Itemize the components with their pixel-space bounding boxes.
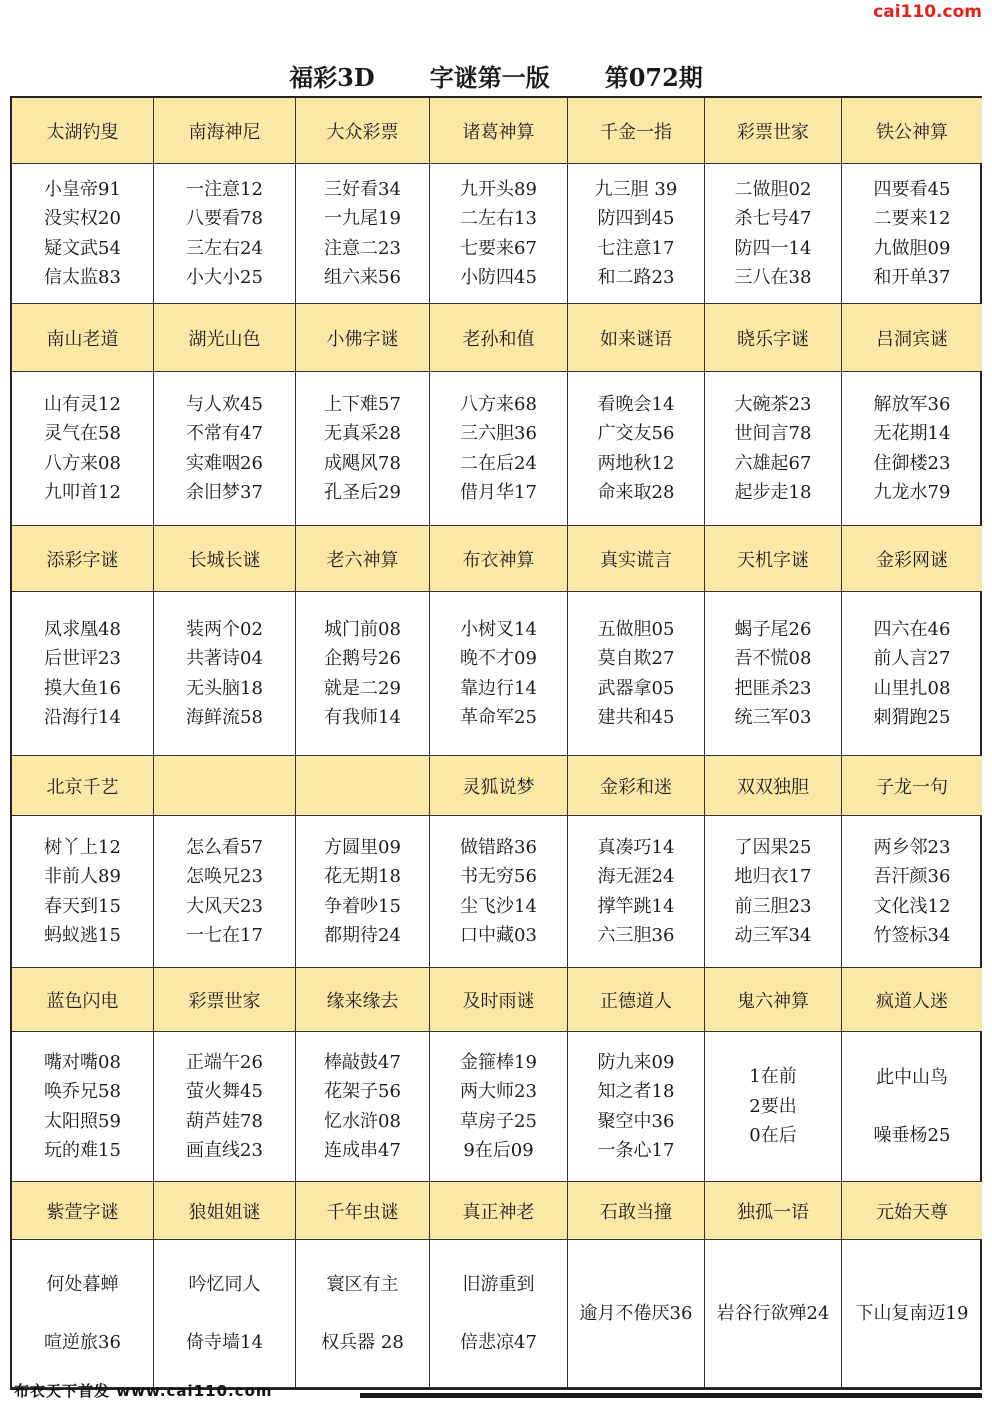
riddle-line: 权兵器 28	[321, 1331, 404, 1353]
riddle-line: 统三军03	[734, 707, 812, 728]
riddle-line: 花无期18	[324, 866, 401, 887]
riddle-line: 太阳照59	[44, 1110, 121, 1132]
riddle-line: 就是二29	[324, 677, 401, 699]
riddle-line: 九开头89	[460, 178, 537, 200]
riddle-cell	[296, 1240, 430, 1388]
column-header: 蓝色闪电	[12, 968, 154, 1032]
riddle-line: 吟忆同人	[188, 1274, 261, 1295]
riddle-line: 动三军34	[734, 925, 812, 946]
riddle-line: 竹签标34	[873, 925, 951, 946]
riddle-cell	[568, 592, 705, 756]
riddle-line: 两乡邻23	[873, 836, 951, 858]
riddle-line: 书无穷56	[460, 866, 537, 887]
riddle-line: 把匪杀23	[734, 677, 812, 699]
riddle-line: 一条心17	[597, 1140, 675, 1161]
riddle-line: 无花期14	[873, 423, 951, 444]
column-header: 北京千艺	[12, 756, 154, 816]
riddle-line: 有我师14	[324, 707, 401, 728]
riddle-line: 疑文武54	[44, 237, 121, 259]
riddle-cell	[705, 1032, 842, 1182]
riddle-line: 玩的难15	[44, 1140, 121, 1161]
riddle-line: 后世评23	[44, 648, 121, 669]
riddle-cell	[12, 164, 154, 304]
column-header: 太湖钓叟	[12, 98, 154, 164]
riddle-line: 三好看34	[324, 178, 401, 200]
riddle-line: 草房子25	[460, 1110, 537, 1132]
column-header: 添彩字谜	[12, 526, 154, 592]
riddle-line: 九龙水79	[873, 482, 951, 503]
riddle-cell	[842, 1240, 982, 1388]
riddle-line: 上下难57	[324, 393, 401, 415]
riddle-line: 无头脑18	[186, 677, 263, 699]
riddle-line: 棒敲鼓47	[324, 1051, 401, 1073]
column-header: 及时雨谜	[430, 968, 568, 1032]
riddle-cell	[842, 816, 982, 968]
riddle-line: 连成串47	[324, 1140, 401, 1161]
riddle-line: 一七在17	[186, 925, 263, 946]
column-header: 南山老道	[12, 304, 154, 372]
riddle-cell	[12, 1240, 154, 1388]
riddle-cell	[430, 164, 568, 304]
riddle-line: 海鲜流58	[186, 707, 263, 728]
riddle-line: 怎么看57	[186, 836, 263, 858]
riddle-line: 六雄起67	[734, 452, 812, 474]
riddle-cell	[568, 372, 705, 526]
riddle-line: 九叩首12	[44, 482, 121, 503]
column-header: 老六神算	[296, 526, 430, 592]
riddle-line: 晚不才09	[460, 648, 537, 669]
column-header: 小佛字谜	[296, 304, 430, 372]
riddle-line: 世间言78	[734, 423, 812, 444]
riddle-line: 山有灵12	[44, 393, 121, 415]
riddle-cell	[842, 1032, 982, 1182]
riddle-cell	[430, 1032, 568, 1182]
riddle-line: 海无涯24	[597, 866, 675, 887]
riddle-line: 怎唤兄23	[186, 866, 263, 887]
riddle-line: 解放军36	[873, 393, 951, 415]
riddle-cell	[154, 592, 296, 756]
riddle-cell	[154, 372, 296, 526]
riddle-line: 地归衣17	[734, 866, 812, 887]
riddle-line: 组六来56	[324, 267, 401, 288]
riddle-line: 建共和45	[597, 707, 675, 728]
riddle-line: 9在后09	[463, 1140, 534, 1161]
riddle-line: 二左右13	[460, 208, 537, 229]
riddle-cell	[705, 372, 842, 526]
riddle-line: 蝎子尾26	[734, 618, 812, 640]
riddle-line: 尘飞沙14	[460, 895, 537, 917]
riddle-line: 非前人89	[44, 866, 121, 887]
riddle-line: 1在前	[749, 1066, 797, 1088]
riddle-cell	[568, 816, 705, 968]
riddle-cell	[842, 592, 982, 756]
riddle-cell	[154, 1240, 296, 1388]
riddle-cell	[296, 816, 430, 968]
riddle-cell	[842, 372, 982, 526]
riddle-line: 九做胆09	[873, 237, 951, 259]
riddle-line: 忆水浒08	[324, 1110, 401, 1132]
riddle-line: 小树叉14	[460, 618, 537, 640]
riddle-line: 无真采28	[324, 423, 401, 444]
riddle-line: 树丫上12	[44, 836, 121, 858]
riddle-line: 革命军25	[460, 707, 537, 728]
riddle-line: 凤求凰48	[44, 618, 121, 640]
riddle-line: 三左右24	[186, 237, 263, 259]
riddle-line: 九三胆 39	[594, 178, 678, 200]
riddle-line: 一注意12	[186, 178, 263, 200]
riddle-line: 2要出	[749, 1095, 797, 1117]
column-header: 彩票世家	[154, 968, 296, 1032]
column-header: 金彩和迷	[568, 756, 705, 816]
riddle-cell	[154, 816, 296, 968]
riddle-line: 起步走18	[734, 482, 812, 503]
riddle-line: 二要来12	[873, 208, 951, 229]
riddle-line: 小大小25	[186, 267, 263, 288]
riddle-line: 装两个02	[186, 618, 263, 640]
column-header: 独孤一语	[705, 1182, 842, 1240]
riddle-line: 共著诗04	[186, 648, 263, 669]
column-header: 灵狐说梦	[430, 756, 568, 816]
riddle-cell	[568, 164, 705, 304]
riddle-line: 余旧梦37	[186, 482, 263, 503]
watermark-tld: com	[942, 2, 982, 22]
page-title	[0, 58, 992, 93]
riddle-line: 噪垂杨25	[873, 1124, 951, 1146]
column-header	[296, 756, 430, 816]
riddle-cell	[705, 164, 842, 304]
riddle-line: 二在后24	[460, 452, 537, 474]
riddle-line: 和开单37	[873, 267, 951, 288]
riddle-line: 刺猬跑25	[873, 707, 951, 728]
riddle-line: 聚空中36	[597, 1110, 675, 1132]
riddle-line: 寰区有主	[326, 1274, 399, 1295]
riddle-line: 做错路36	[460, 836, 537, 858]
riddle-line: 八要看78	[186, 208, 263, 229]
column-header: 千金一指	[568, 98, 705, 164]
column-header: 老孙和值	[430, 304, 568, 372]
riddle-line: 嘴对嘴08	[44, 1051, 121, 1073]
riddle-line: 画直线23	[186, 1140, 263, 1161]
site-watermark	[873, 2, 982, 22]
riddle-cell	[568, 1240, 705, 1388]
riddle-line: 不常有47	[186, 423, 263, 444]
riddle-line: 口中藏03	[460, 925, 537, 946]
column-header	[154, 756, 296, 816]
riddle-line: 城门前08	[324, 618, 401, 640]
column-header: 金彩网谜	[842, 526, 982, 592]
watermark-dot: .	[936, 2, 943, 22]
column-header: 铁公神算	[842, 98, 982, 164]
riddle-cell	[12, 372, 154, 526]
riddle-line: 八方来08	[44, 452, 121, 474]
column-header: 双双独胆	[705, 756, 842, 816]
column-header: 千年虫谜	[296, 1182, 430, 1240]
riddle-line: 命来取28	[597, 482, 675, 503]
riddle-line: 文化浅12	[873, 895, 951, 917]
riddle-line: 前三胆23	[734, 895, 812, 917]
column-header: 晓乐字谜	[705, 304, 842, 372]
footer-divider	[360, 1393, 982, 1398]
riddle-line: 正端午26	[186, 1051, 263, 1073]
riddle-line: 防四到45	[597, 208, 675, 229]
riddle-line: 大风天23	[186, 895, 263, 917]
riddle-cell	[705, 1240, 842, 1388]
column-header: 布衣神算	[430, 526, 568, 592]
riddle-cell	[154, 164, 296, 304]
riddle-line: 花架子56	[324, 1081, 401, 1102]
title-edition: 字谜第一版	[429, 63, 550, 92]
riddle-line: 逾月不倦厌36	[579, 1302, 693, 1324]
riddle-cell	[430, 592, 568, 756]
riddle-line: 小皇帝91	[44, 178, 121, 200]
riddle-cell	[705, 592, 842, 756]
riddle-cell	[296, 164, 430, 304]
column-header: 真实谎言	[568, 526, 705, 592]
riddle-line: 莫自欺27	[597, 648, 675, 669]
riddle-line: 两大师23	[460, 1081, 537, 1102]
riddle-line: 防四一14	[734, 237, 812, 259]
riddle-line: 真凑巧14	[597, 836, 675, 858]
riddle-line: 岩谷行欲殚24	[716, 1302, 830, 1324]
riddle-line: 唤乔兄58	[44, 1081, 121, 1102]
riddle-line: 防九来09	[597, 1051, 675, 1073]
riddle-line: 靠边行14	[460, 677, 537, 699]
riddle-line: 了因果25	[734, 836, 812, 858]
riddle-cell	[842, 164, 982, 304]
riddle-cell	[568, 1032, 705, 1182]
riddle-line: 一九尾19	[324, 208, 401, 229]
column-header: 天机字谜	[705, 526, 842, 592]
riddle-line: 企鹅号26	[324, 648, 401, 669]
riddle-line: 二做胆02	[734, 178, 812, 200]
riddle-line: 何处暮蝉	[46, 1274, 119, 1295]
column-header: 缘来缘去	[296, 968, 430, 1032]
riddle-line: 倍悲凉47	[460, 1331, 537, 1353]
riddle-line: 看晚会14	[597, 393, 675, 415]
riddle-line: 山里扎08	[873, 677, 951, 699]
riddle-table	[10, 96, 982, 1390]
column-header: 元始天尊	[842, 1182, 982, 1240]
riddle-line: 葫芦娃78	[186, 1110, 263, 1132]
riddle-line: 八方来68	[460, 393, 537, 415]
riddle-line: 春天到15	[44, 895, 121, 917]
riddle-line: 喧逆旅36	[44, 1331, 121, 1353]
riddle-line: 此中山鸟	[876, 1067, 948, 1088]
riddle-line: 武器拿05	[597, 677, 675, 699]
riddle-cell	[705, 816, 842, 968]
column-header: 鬼六神算	[705, 968, 842, 1032]
column-header: 石敢当撞	[568, 1182, 705, 1240]
riddle-cell	[296, 592, 430, 756]
column-header: 狼姐姐谜	[154, 1182, 296, 1240]
riddle-line: 摸大鱼16	[44, 677, 121, 699]
riddle-line: 0在后	[749, 1125, 797, 1147]
riddle-line: 注意二23	[324, 237, 401, 259]
riddle-line: 杀七号47	[734, 208, 812, 229]
riddle-line: 与人欢45	[186, 393, 263, 415]
column-header: 紫萱字谜	[12, 1182, 154, 1240]
riddle-line: 都期待24	[324, 925, 401, 946]
riddle-cell	[12, 816, 154, 968]
riddle-line: 萤火舞45	[186, 1081, 263, 1102]
title-issue: 第072期	[604, 63, 703, 92]
riddle-line: 四要看45	[873, 178, 951, 200]
riddle-line: 没实权20	[44, 208, 121, 229]
riddle-line: 蚂蚁逃15	[44, 925, 121, 946]
column-header: 南海神尼	[154, 98, 296, 164]
riddle-line: 前人言27	[873, 648, 951, 669]
title-lottery: 福彩3D	[289, 63, 375, 92]
riddle-line: 七要来67	[460, 237, 537, 259]
riddle-line: 灵气在58	[44, 423, 121, 444]
riddle-line: 吾不慌08	[734, 648, 812, 669]
riddle-line: 两地秋12	[597, 452, 675, 474]
riddle-line: 方圆里09	[324, 836, 401, 858]
riddle-cell	[154, 1032, 296, 1182]
riddle-line: 倚寺墙14	[186, 1331, 263, 1353]
column-header: 如来谜语	[568, 304, 705, 372]
column-header: 疯道人迷	[842, 968, 982, 1032]
riddle-line: 孔圣后29	[324, 482, 401, 503]
riddle-line: 下山复南迈19	[855, 1302, 969, 1324]
riddle-line: 借月华17	[460, 482, 537, 503]
riddle-line: 吾汗颜36	[873, 866, 951, 887]
riddle-line: 三六胆36	[460, 423, 537, 444]
riddle-cell	[296, 1032, 430, 1182]
column-header: 真正神老	[430, 1182, 568, 1240]
riddle-cell	[296, 372, 430, 526]
riddle-line: 知之者18	[597, 1081, 675, 1102]
column-header: 大众彩票	[296, 98, 430, 164]
riddle-line: 七注意17	[597, 237, 675, 259]
riddle-line: 四六在46	[873, 618, 951, 640]
column-header: 吕洞宾谜	[842, 304, 982, 372]
riddle-line: 撑竿跳14	[597, 895, 675, 917]
column-header: 彩票世家	[705, 98, 842, 164]
column-header: 子龙一句	[842, 756, 982, 816]
riddle-line: 广交友56	[597, 423, 675, 444]
riddle-line: 成飓风78	[324, 452, 401, 474]
riddle-line: 信太监83	[44, 267, 121, 288]
column-header: 正德道人	[568, 968, 705, 1032]
riddle-line: 小防四45	[460, 267, 537, 288]
riddle-line: 旧游重到	[462, 1274, 535, 1295]
riddle-line: 六三胆36	[597, 925, 675, 946]
riddle-line: 和二路23	[597, 267, 675, 288]
riddle-cell	[12, 1032, 154, 1182]
riddle-line: 大碗茶23	[734, 393, 812, 415]
riddle-line: 沿海行14	[44, 707, 121, 728]
riddle-cell	[12, 592, 154, 756]
riddle-line: 三八在38	[734, 267, 812, 288]
column-header: 湖光山色	[154, 304, 296, 372]
watermark-main: cai110	[873, 2, 937, 22]
riddle-line: 金箍棒19	[460, 1051, 537, 1073]
riddle-cell	[430, 372, 568, 526]
riddle-cell	[430, 816, 568, 968]
riddle-line: 住御楼23	[873, 452, 951, 474]
column-header: 诸葛神算	[430, 98, 568, 164]
riddle-line: 五做胆05	[597, 618, 675, 640]
riddle-line: 争着吵15	[324, 895, 401, 917]
footer-source: 布衣天下首发 www.cai110.com	[14, 1382, 273, 1400]
column-header: 长城长谜	[154, 526, 296, 592]
riddle-line: 实难咽26	[186, 452, 263, 474]
riddle-cell	[430, 1240, 568, 1388]
